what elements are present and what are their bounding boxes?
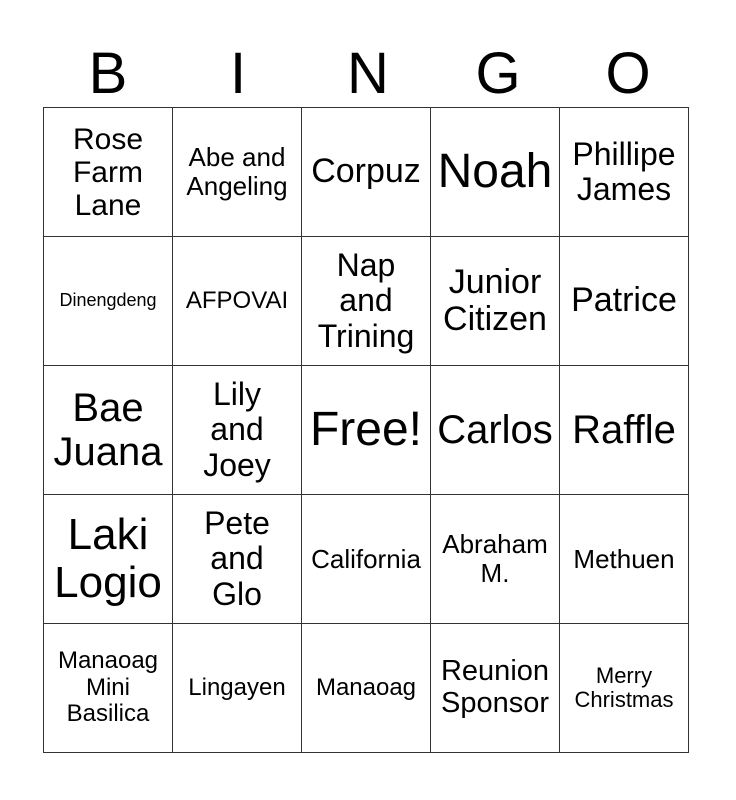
cell-label: Bae Juana bbox=[53, 386, 163, 474]
card-row bbox=[44, 108, 689, 237]
free-space-cell bbox=[302, 366, 431, 495]
bingo-cell bbox=[431, 624, 560, 753]
bingo-cell bbox=[44, 624, 173, 753]
header-letter-n: N bbox=[347, 41, 389, 106]
cell-label: Raffle bbox=[572, 408, 676, 452]
bingo-cell bbox=[173, 624, 302, 753]
cell-label: Abraham M. bbox=[442, 529, 548, 588]
bingo-cell bbox=[560, 108, 689, 237]
cell-label: Manaoag Mini Basilica bbox=[57, 647, 159, 728]
header-letter-o: O bbox=[605, 41, 651, 106]
cell-label: Corpuz bbox=[311, 152, 421, 191]
cell-label: Lingayen bbox=[188, 673, 286, 701]
cell-label: Junior Citizen bbox=[443, 262, 547, 338]
bingo-cell bbox=[44, 237, 173, 366]
bingo-cell bbox=[560, 237, 689, 366]
cell-label: Abe and Angeling bbox=[186, 142, 288, 201]
bingo-cell bbox=[431, 108, 560, 237]
cell-label: Patrice bbox=[571, 281, 677, 320]
header-letter-b: B bbox=[88, 41, 128, 106]
cell-label: Phillipe James bbox=[572, 135, 676, 207]
bingo-header bbox=[43, 40, 693, 108]
bingo-cell bbox=[560, 624, 689, 753]
header-letter-g: G bbox=[475, 41, 521, 106]
cell-label: Methuen bbox=[573, 543, 675, 574]
cell-label: Pete and Glo bbox=[204, 505, 270, 612]
cell-label: Laki Logio bbox=[54, 509, 162, 607]
free-space-label: Free! bbox=[309, 402, 423, 456]
cell-label: Merry Christmas bbox=[574, 662, 674, 712]
cell-label: Manaoag bbox=[315, 673, 417, 701]
header-letter-i: I bbox=[229, 41, 247, 106]
cell-label: Nap and Trining bbox=[317, 247, 415, 354]
bingo-cell bbox=[44, 108, 173, 237]
bingo-cell bbox=[302, 237, 431, 366]
bingo-cell bbox=[173, 495, 302, 624]
bingo-card bbox=[43, 107, 689, 753]
cell-label: Rose Farm Lane bbox=[72, 122, 144, 222]
card-row bbox=[44, 237, 689, 366]
bingo-cell bbox=[560, 495, 689, 624]
cell-label: Dinengdeng bbox=[59, 290, 157, 311]
cell-label: Noah bbox=[437, 144, 553, 198]
bingo-cell bbox=[173, 366, 302, 495]
bingo-cell bbox=[302, 108, 431, 237]
cell-label: California bbox=[311, 543, 421, 574]
bingo-cell bbox=[560, 366, 689, 495]
bingo-cell bbox=[173, 108, 302, 237]
card-row bbox=[44, 624, 689, 753]
bingo-cell bbox=[173, 237, 302, 366]
bingo-cell bbox=[431, 237, 560, 366]
card-row bbox=[44, 366, 689, 495]
cell-label: Lily and Joey bbox=[203, 376, 271, 483]
card-row bbox=[44, 495, 689, 624]
bingo-cell bbox=[302, 624, 431, 753]
bingo-cell bbox=[431, 366, 560, 495]
bingo-cell bbox=[44, 495, 173, 624]
bingo-cell bbox=[302, 495, 431, 624]
cell-label: AFPOVAI bbox=[185, 286, 289, 314]
cell-label: Reunion Sponsor bbox=[440, 655, 550, 719]
bingo-cell bbox=[431, 495, 560, 624]
cell-label: Carlos bbox=[437, 408, 553, 452]
bingo-cell bbox=[44, 366, 173, 495]
